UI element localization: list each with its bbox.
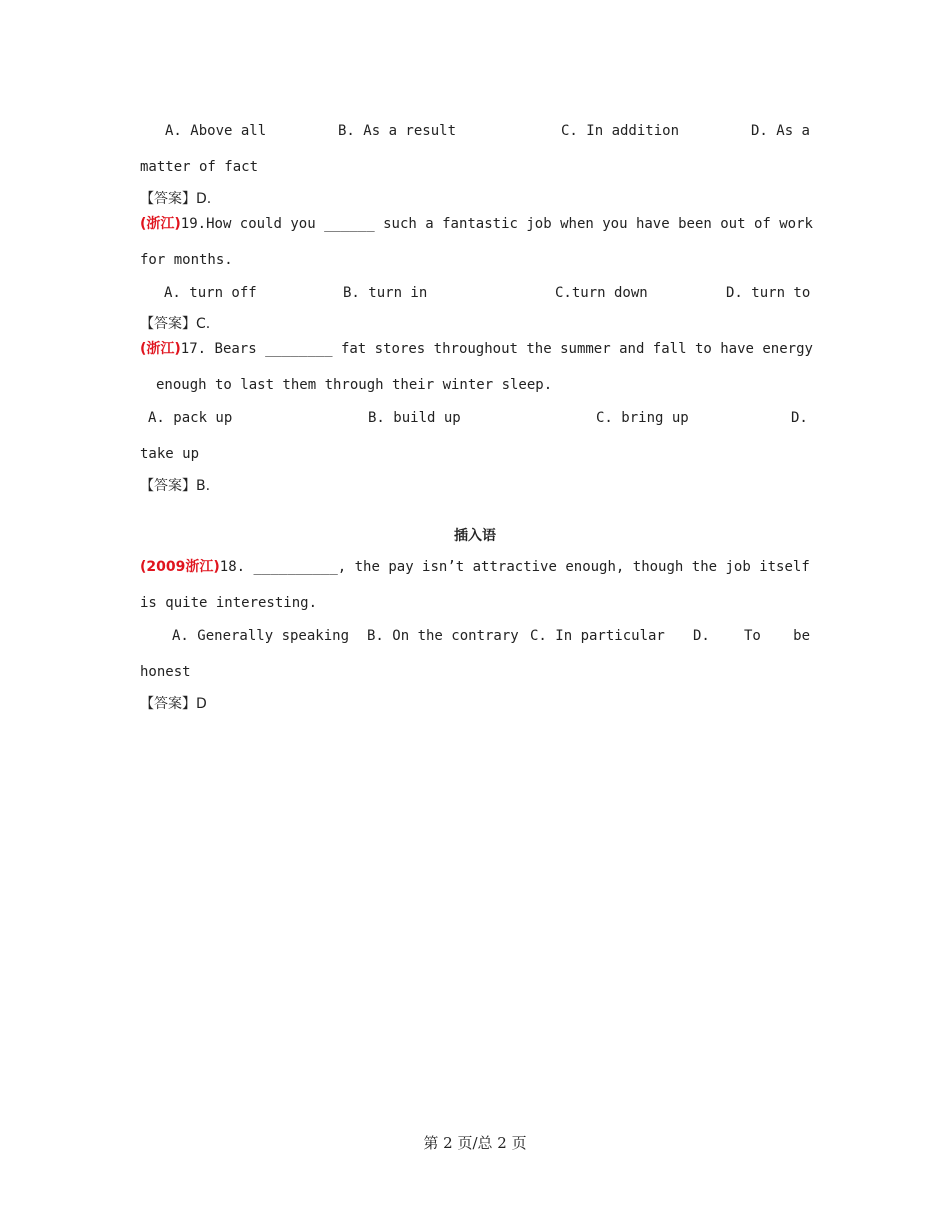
q19-option-a: A. turn off [164,285,257,301]
q19-option-b: B. turn in [343,285,428,301]
q18-answer: 【答案】D [140,696,207,712]
q17-option-continuation: take up [140,446,200,462]
q18-option-d-word1: To [744,628,761,644]
q18-options-row [140,625,810,647]
q19-options-row [140,282,810,304]
q19-stem-text: 19.How could you ______ such a fantastic job when you have been out of work [180,216,813,232]
q18-option-b: B. On the contrary [367,628,519,644]
q18-option-d-word2: be [793,628,810,644]
option-a: A. Above all [165,123,267,139]
q19-source: (浙江) [140,216,181,232]
q18-stem-line1 [140,556,810,578]
q19-stem-line2: for months. [140,252,233,268]
q19-option-d: D. turn to [726,285,811,301]
q18-option-a: A. Generally speaking [172,628,350,644]
q19-option-c: C.turn down [555,285,648,301]
q17-option-a: A. pack up [148,410,233,426]
options-row-prev [140,120,810,142]
q17-option-b: B. build up [368,410,461,426]
option-c: C. In addition [561,123,680,139]
option-continuation: matter of fact [140,159,259,175]
page-footer: 第 2 页/总 2 页 [423,1134,527,1152]
answer-prev: 【答案】D. [140,191,212,207]
q19-stem-line1 [140,213,813,235]
q17-option-d: D. [791,410,808,426]
q18-option-c: C. In particular [530,628,665,644]
q17-options-row [140,407,810,429]
q17-source: (浙江) [140,341,181,357]
q18-stem-text: 18. __________, the pay isn’t attractive enough, though the job itself [219,559,810,575]
q17-option-c: C. bring up [596,410,689,426]
q17-stem-text: 17. Bears ________ fat stores throughout the summer and fall to have energy [180,341,813,357]
q17-stem-line1 [140,338,813,360]
option-b: B. As a result [338,123,457,139]
q17-answer: 【答案】B. [140,478,211,494]
q18-stem-line2: is quite interesting. [140,595,318,611]
q18-source: (2009浙江) [140,559,220,575]
q18-option-continuation: honest [140,664,191,680]
q18-option-d: D. [693,628,710,644]
option-d: D. As a [750,123,810,139]
section-title: 插入语 [454,528,496,544]
q19-answer: 【答案】C. [140,316,211,332]
q17-stem-line2: enough to last them through their winter sleep. [156,377,553,393]
